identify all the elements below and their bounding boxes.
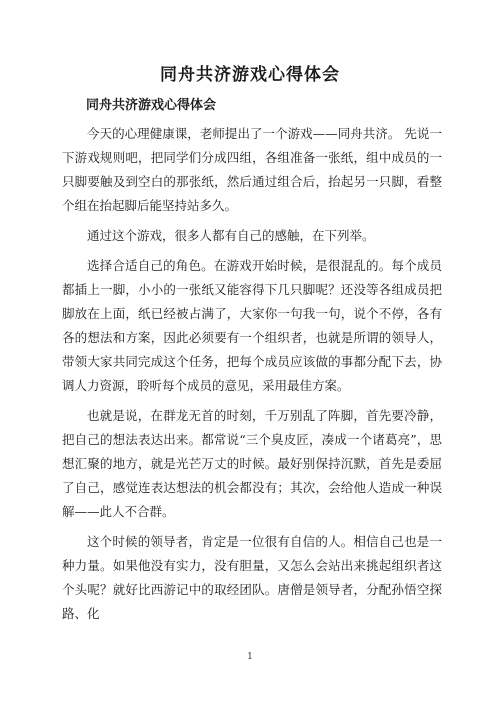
document-body	[62, 122, 442, 632]
paragraph-5: 这个时候的领导者，肯定是一位很有自信的人。相信自己也是一种力量。如果他没有实力，没有胆量，又怎么会站出来挑起组织者这个头呢？就好比西游记中的取经团队。唐僧是领导者，分配孙悟空探路、化	[62, 534, 442, 621]
page-number: 1	[247, 652, 253, 662]
paragraph-4: 也就是说，在群龙无首的时刻，千万别乱了阵脚，首先要冷静，把自己的想法表达出来。都常说“三个臭皮匠，凑成一个诸葛亮”，思想汇聚的地方，就是光芒万丈的时候。最好别保持沉默，首先是委屈了自己，感觉连表达想法的机会都没有；其次，会给他人造成一种误解——此人不合群。	[62, 408, 442, 519]
document-subtitle: 同舟共济游戏心得体会	[86, 98, 217, 113]
document-title: 同舟共济游戏心得体会	[160, 65, 340, 85]
paragraph-2: 通过这个游戏，很多人都有自己的感触，在下列举。	[87, 228, 375, 243]
paragraph-1: 今天的心理健康课，老师提出了一个游戏——同舟共济。 先说一下游戏规则吧，把同学们分成四组，各组准备一张纸，组中成员的一只脚要触及到空白的那张纸，然后通过组合后，抬起另一只脚，看整个组在抬起脚后能坚持站多久。	[62, 126, 442, 213]
paragraph-3: 选择合适自己的角色。在游戏开始时候，是很混乱的。每个成员都插上一脚，小小的一张纸又能容得下几只脚呢？还没等各组成员把脚放在上面，纸已经被占满了，大家你一句我一句，说个不停，各有各的想法和方案，因此必须要有一个组织者，也就是所谓的领导人，带领大家共同完成这个任务，把每个成员应该做的事都分配下去，协调人力资源，聆听每个成员的意见，采用最佳方案。	[62, 258, 442, 393]
